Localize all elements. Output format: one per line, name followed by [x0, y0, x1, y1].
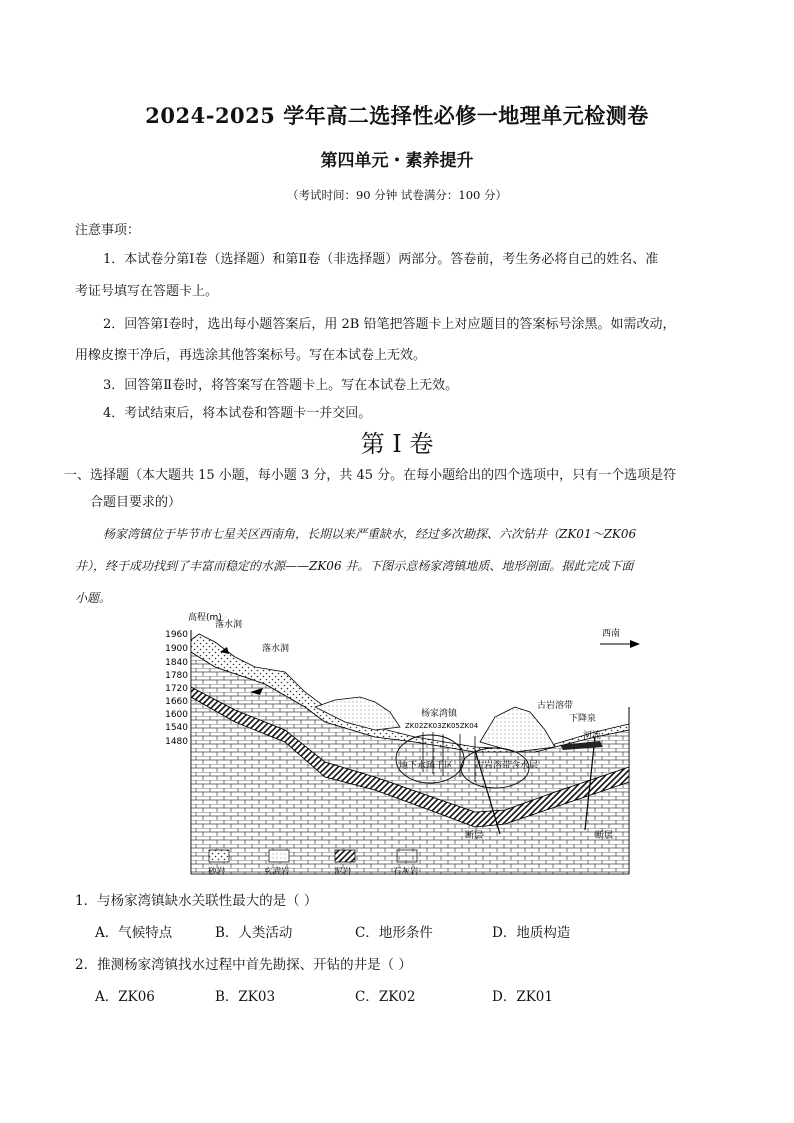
- label-spring: 下降泉: [569, 714, 597, 724]
- question-2-option-d[interactable]: D．ZK01: [492, 989, 553, 1005]
- label-aquifer-a: 地下水疏干区: [399, 761, 454, 771]
- notice-line-6: 4．考试结束后，将本试卷和答题卡一并交回。: [103, 406, 372, 421]
- question-2-stem: 2．推测杨家湾镇找水过程中首先勘探、开钻的井是（ ）: [75, 957, 412, 973]
- question-1-option-a[interactable]: A．气候特点: [95, 925, 173, 941]
- legend-basalt: 玄武岩: [264, 867, 290, 877]
- y-tick: 1960: [165, 630, 188, 640]
- unit-subtitle: 第四单元・素养提升: [320, 151, 474, 171]
- section-heading-line2: 合题目要求的）: [90, 495, 182, 510]
- question-2-option-b[interactable]: B．ZK03: [215, 989, 276, 1005]
- label-river: 河流: [583, 731, 602, 741]
- material-line-1: 杨家湾镇位于毕节市七星关区西南角，长期以来严重缺水，经过多次勘探、六次钻井（ZK01～ZK06: [103, 527, 637, 541]
- legend-mudstone: 泥岩: [334, 867, 352, 877]
- label-karst: 古岩溶带: [537, 701, 574, 711]
- notice-line-5: 3．回答第Ⅱ卷时，将答案写在答题卡上。写在本试卷上无效。: [103, 378, 459, 393]
- label-wells: ZK02ZK03ZK05ZK04: [405, 722, 479, 730]
- label-fault-2: 断层: [595, 831, 614, 841]
- basalt-hill-2: [480, 707, 555, 752]
- y-tick: 1540: [165, 723, 188, 733]
- question-1-option-b[interactable]: B．人类活动: [215, 925, 293, 941]
- notice-line-2: 考证号填写在答题卡上。: [75, 284, 219, 299]
- y-tick: 1660: [165, 697, 188, 707]
- material-line-3: 小题。: [75, 591, 112, 605]
- notice-heading: 注意事项：: [75, 223, 141, 238]
- notice-line-3: 2．回答第Ⅰ卷时，选出每小题答案后，用 2B 铅笔把答题卡上对应题目的答案标号涂黑。如需改动，: [103, 317, 676, 332]
- question-1-option-c[interactable]: C．地形条件: [355, 925, 433, 941]
- legend-sandstone: 砂岩: [208, 867, 226, 877]
- y-tick: 1900: [165, 644, 188, 654]
- y-tick: 1840: [165, 658, 188, 668]
- question-1-option-d[interactable]: D．地质构造: [492, 925, 571, 941]
- label-town: 杨家湾镇: [421, 709, 458, 719]
- question-1-stem: 1．与杨家湾镇缺水关联性最大的是（ ）: [75, 893, 318, 909]
- y-tick: 1780: [165, 671, 188, 681]
- notice-line-4: 用橡皮擦干净后，再选涂其他答案标号。写在本试卷上无效。: [75, 348, 427, 363]
- label-aquifer-b: 古岩溶带含水层: [475, 761, 539, 771]
- exam-title: 2024-2025 学年高二选择性必修一地理单元检测卷: [145, 103, 649, 128]
- label-direction: 西南: [602, 629, 621, 639]
- label-fault-1: 断层: [465, 831, 484, 841]
- exam-info: （考试时间：90 分钟 试卷满分：100 分）: [286, 188, 508, 202]
- material-line-2: 井），终于成功找到了丰富而稳定的水源——ZK06 井。下图示意杨家湾镇地质、地形剖面。据此完成下面: [75, 559, 634, 573]
- y-tick: 1480: [165, 737, 188, 747]
- question-2-option-a[interactable]: A．ZK06: [95, 989, 155, 1005]
- notice-line-1: 1．本试卷分第Ⅰ卷（选择题）和第Ⅱ卷（非选择题）两部分。答卷前，考生务必将自己的姓名、准: [103, 252, 659, 267]
- y-tick: 1600: [165, 710, 188, 720]
- y-tick: 1720: [165, 684, 188, 694]
- volume-heading: 第 I 卷: [360, 430, 434, 458]
- geology-cross-section: [165, 612, 635, 877]
- question-2-option-c[interactable]: C．ZK02: [355, 989, 416, 1005]
- y-axis-label: 高程(m): [188, 613, 222, 623]
- label-cave-1: 落水洞: [215, 620, 243, 630]
- label-cave-2: 落水洞: [262, 644, 290, 654]
- section-heading-line1: 一、选择题（本大题共 15 小题，每小题 3 分，共 45 分。在每小题给出的四个选项中，只有一个选项是符: [64, 468, 677, 483]
- legend-limestone: 石灰岩: [393, 867, 419, 877]
